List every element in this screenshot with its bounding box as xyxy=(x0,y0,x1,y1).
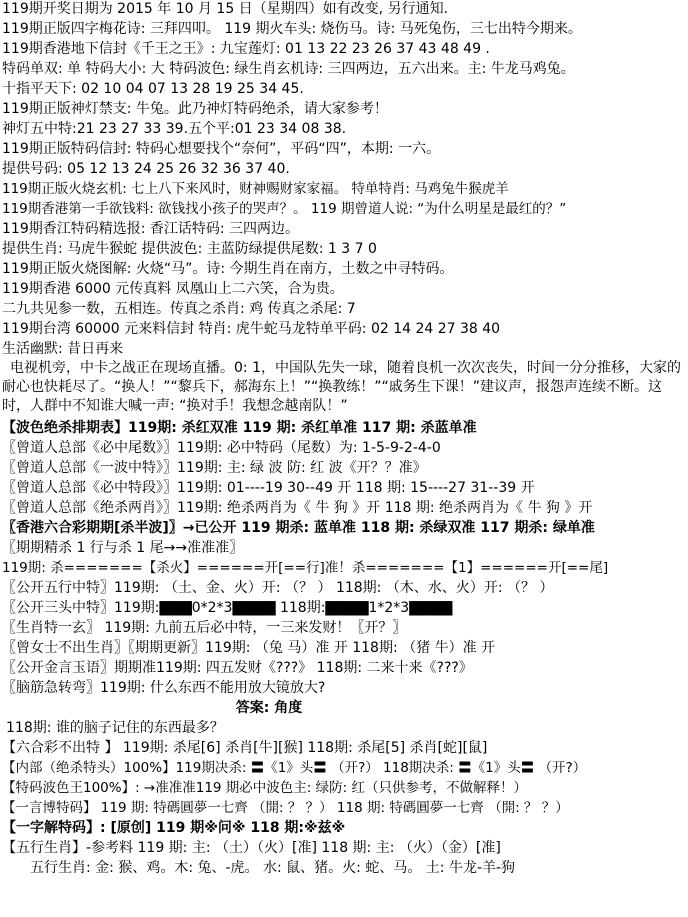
five-elements-zodiac-line: 【五行生肖】-参考料 119 期: 主: （土）（火）[准] 118 期: 主: （火）（金）[准] xyxy=(2,840,501,856)
provided-numbers-line: 提供号码: 05 12 13 24 25 26 32 36 37 40. xyxy=(2,161,290,177)
zodiac-mystery-line: 〖生肖特一玄〗 119期: 九前五后必中特，一三来发财！〖开？〗 xyxy=(2,620,407,636)
fire-mystery-line: 119期正版火烧玄机: 七上八下来风时，财神赐财家家福。 特单特肖: 马鸡兔牛猴虎羊 xyxy=(2,181,509,197)
kill-row-tail-line: 119期: 杀=======【杀火】======开[==行]准！杀=======【1】======开[==尾] xyxy=(2,560,609,576)
answer-line xyxy=(2,698,686,718)
three-heads-line: 〖公开三头中特〗119期:▇▇▇0*2*3▇▇▇▇ 118期:▇▇▇▇1*2*3▇▇▇▇ xyxy=(2,600,453,616)
golden-words-line: 〖公开金言玉语〗期期准119期: 四五发财《???》 118期: 二来十来《???》 xyxy=(2,660,473,676)
special-envelope-line: 119期正版特码信封: 特码心想要找个“奈何”，平码“四”，本期: 一六。 xyxy=(2,141,441,157)
lamp-ban-line: 119期正版神灯禁支: 牛兔。此乃神灯特码绝杀，请大家参考！ xyxy=(2,101,388,117)
zeng-wave-line: 〖曾道人总部《一波中特》〗119期: 主: 绿 波 防: 红 波《开？？准》 xyxy=(2,460,427,476)
fire-diagram-line: 119期正版火烧图解: 火烧“马”。诗: 今期生肖在南方，土数之中寻特码。 xyxy=(2,261,454,277)
hk-envelope-line: 119期香港地下信封《千王之王》: 九宝莲灯: 01 13 22 23 26 37 43 48 49 . xyxy=(2,41,490,57)
wave-king-line: 【特码波色王100%】: →准准准119 期必中波色主: 绿防: 红（只供参考，不做解释！） xyxy=(2,780,527,796)
humor-title-line: 生活幽默: 昔日再来 xyxy=(2,341,124,357)
one-word-special-line: 【一言博特码】 119 期: 特碼圓夢一七齊 （開: ？ ？） 118 期: 特碼圓夢一七齊 （開: ？ ？） xyxy=(2,800,569,816)
ms-zeng-line: 〖曾女士不出生肖〗〖期期更新〗119期: （兔 马）准 开 118期: （猪 牛）准 开 xyxy=(2,640,496,656)
ten-fingers-line: 十指平天下: 02 10 04 07 13 28 19 25 34 45. xyxy=(2,81,304,97)
wave-kill-schedule-text: 【波色绝杀排期表】119期: 杀红双准 119 期: 杀红单准 117 期: 杀蓝单准 xyxy=(2,420,477,436)
kill-row-tail-title-line: 〖期期精杀 1 行与杀 1 尾→→准准准〗 xyxy=(2,540,244,556)
provided-zodiac-line: 提供生肖: 马虎牛猴蛇 提供波色: 主蓝防绿提供尾数: 1 3 7 0 xyxy=(2,241,377,257)
five-elements-line: 〖公开五行中特〗119期: （土、金、火）开: （？ ） 118期: （木、水、火）开: （？ ） xyxy=(2,580,554,596)
zeng-tail-line: 〖曾道人总部《必中尾数》〗119期: 必中特码（尾数）为: 1-5-9-2-4-0 xyxy=(2,440,441,456)
no-special-line: 【六合彩不出特 】 119期: 杀尾[6] 杀肖[牛][猴] 118期: 杀尾[5] 杀肖[蛇][鼠] xyxy=(2,740,488,756)
taiwan-60000-line: 119期台湾 60000 元来料信封 特肖: 虎牛蛇马龙特单平码: 02 14 24 27 38 40 xyxy=(2,321,501,337)
draw-date-line: 119期开奖日期为 2015 年 10 月 15 日（星期四）如有改变, 另行通知. xyxy=(2,1,449,17)
special-attributes-line: 特码单双: 单 特码大小: 大 特码波色: 绿生肖玄机诗: 三四两边，五六出来。主: 牛龙马鸡兔。 xyxy=(2,61,575,77)
fax-6000-line: 119期香港 6000 元传真料 凤凰山上二六笑，合为贵。 xyxy=(2,281,344,297)
one-char-special-line xyxy=(2,818,686,838)
internal-kill-line: 【内部（绝杀特头）100%】119期决杀: 〓《1》头〓 （开?） 118期决杀: 〓《1》头〓 （开?） xyxy=(2,760,587,776)
hk-first-hand-line: 119期香港第一手欲钱料: 欲钱找小孩子的哭声？。 119 期曾道人说: “为什么明星是最红的？” xyxy=(2,201,567,217)
humor-story-paragraph: 电视机旁，中卡之战正在现场直播。0: 1，中国队先失一球，随着良机一次次丧失，时间一分分推移，大家的耐心也快耗尽了。“换人！”“黎兵下，郝海东上！”“换教练！”“戚务生下课！”建议声，报怨声连续不断。这时，人群中不知谁大喊一声: “换对手！我想念越南队！” xyxy=(2,360,681,414)
five-elements-mapping-line: 五行生肖: 金: 猴、鸡。木: 兔、-虎。 水: 鼠、猪。火: 蛇、马。 土: 牛龙-羊-狗 xyxy=(30,860,516,876)
next-question-line: 118期: 谁的脑子记住的东西最多？ xyxy=(6,720,224,736)
lamp-five-line: 神灯五中特:21 23 27 33 39.五个平:01 23 34 08 38. xyxy=(2,121,347,137)
brain-teaser-line: 〖脑筋急转弯〗119期: 什么东西不能用放大镜放大? xyxy=(2,680,326,696)
wave-kill-schedule-line xyxy=(2,418,686,438)
plum-poem-line: 119期正版四字梅花诗: 三拜四叩。 119 期火车头: 烧伤马。诗: 马死兔伤，三七出特今期来。 xyxy=(2,21,582,37)
one-char-special-text: 【一字解特码】: [原创] 119 期※问※ 118 期:※兹※ xyxy=(2,820,346,836)
zeng-kill-zodiac-line: 〖曾道人总部《绝杀两肖》〗119期: 绝杀两肖为《 牛 狗 》开 118 期: 绝杀两肖为《 牛 狗 》开 xyxy=(2,500,593,516)
fax-kill-line: 二九共见参一数，五相连。传真之杀肖: 鸡 传真之杀尾: 7 xyxy=(2,301,356,317)
hk-half-wave-line xyxy=(2,518,686,538)
answer-text: 答案: 角度 xyxy=(235,700,303,716)
zeng-segment-line: 〖曾道人总部《必中特段》〗119期: 01----19 30--49 开 118 期: 15----27 31--39 开 xyxy=(2,480,535,496)
hk-river-line: 119期香江特码精选报: 香江话特码: 三四两边。 xyxy=(2,221,300,237)
hk-half-wave-text: 〖香港六合彩期期[杀半波]〗→已公开 119 期杀: 蓝单准 118 期: 杀绿双准 117 期杀: 绿单准 xyxy=(2,520,595,536)
